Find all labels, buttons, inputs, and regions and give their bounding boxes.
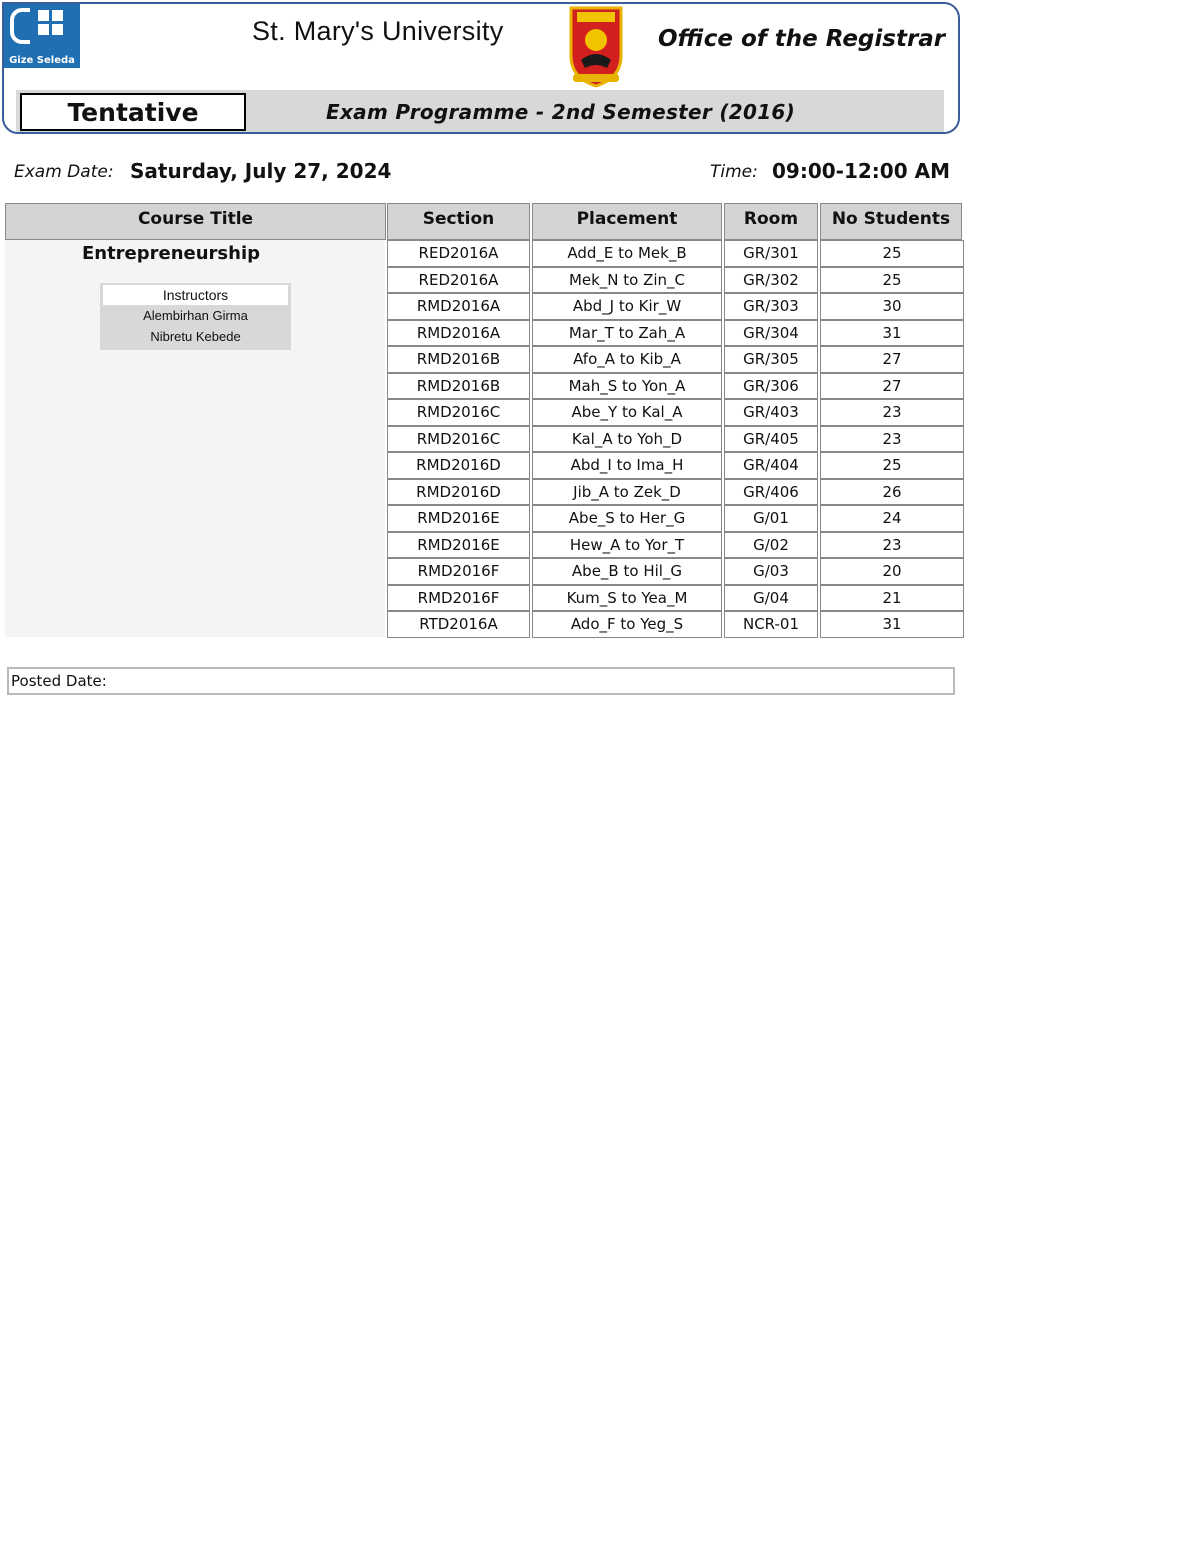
section-cell: RMD2016F <box>387 585 530 612</box>
logo-square-icon <box>52 10 63 21</box>
students-cell: 25 <box>820 267 964 294</box>
university-name: St. Mary's University <box>252 16 504 46</box>
placement-cell: Abd_J to Kir_W <box>532 293 722 320</box>
section-cell: RMD2016F <box>387 558 530 585</box>
students-cell: 31 <box>820 320 964 347</box>
room-cell: NCR-01 <box>724 611 818 638</box>
room-cell: GR/304 <box>724 320 818 347</box>
header-course-title: Course Title <box>5 203 386 240</box>
instructor-name: Alembirhan Girma <box>143 308 248 323</box>
students-cell: 20 <box>820 558 964 585</box>
placement-cell: Ado_F to Yeg_S <box>532 611 722 638</box>
students-cell: 21 <box>820 585 964 612</box>
exam-date-label: Exam Date: <box>14 162 114 182</box>
placement-cell: Jib_A to Zek_D <box>532 479 722 506</box>
status-box: Tentative <box>20 93 246 131</box>
students-cell: 24 <box>820 505 964 532</box>
placement-cell: Add_E to Mek_B <box>532 240 722 267</box>
logo-caption: Gize Seleda <box>9 55 75 66</box>
posted-date-field: Posted Date: <box>7 667 955 695</box>
placement-cell: Kal_A to Yoh_D <box>532 426 722 453</box>
table-row <box>387 479 964 506</box>
section-cell: RMD2016D <box>387 479 530 506</box>
room-cell: GR/403 <box>724 399 818 426</box>
room-cell: GR/303 <box>724 293 818 320</box>
placement-cell: Hew_A to Yor_T <box>532 532 722 559</box>
section-cell: RMD2016C <box>387 399 530 426</box>
room-cell: G/03 <box>724 558 818 585</box>
table-row <box>387 399 964 426</box>
university-crest-icon <box>567 4 625 90</box>
room-cell: G/02 <box>724 532 818 559</box>
table-row <box>387 532 964 559</box>
room-cell: GR/302 <box>724 267 818 294</box>
table-row <box>387 558 964 585</box>
placement-cell: Abe_S to Her_G <box>532 505 722 532</box>
header-no-students: No Students <box>820 203 962 240</box>
section-cell: RMD2016A <box>387 320 530 347</box>
placement-cell: Mah_S to Yon_A <box>532 373 722 400</box>
schedule-rows <box>387 240 964 638</box>
logo-curve-icon <box>10 8 30 44</box>
room-cell: G/04 <box>724 585 818 612</box>
table-row <box>387 452 964 479</box>
table-row <box>387 373 964 400</box>
placement-cell: Abd_I to Ima_H <box>532 452 722 479</box>
section-cell: RMD2016D <box>387 452 530 479</box>
students-cell: 23 <box>820 532 964 559</box>
table-row <box>387 267 964 294</box>
instructors-heading: Instructors <box>103 285 288 305</box>
header-section: Section <box>387 203 530 240</box>
table-row <box>387 611 964 638</box>
students-cell: 23 <box>820 399 964 426</box>
room-cell: GR/301 <box>724 240 818 267</box>
students-cell: 25 <box>820 240 964 267</box>
room-cell: G/01 <box>724 505 818 532</box>
table-row <box>387 585 964 612</box>
exam-date-value: Saturday, July 27, 2024 <box>130 159 392 183</box>
students-cell: 31 <box>820 611 964 638</box>
gize-seleda-logo <box>4 4 80 68</box>
section-cell: RMD2016E <box>387 505 530 532</box>
office-title: Office of the Registrar <box>658 26 946 52</box>
section-cell: RMD2016C <box>387 426 530 453</box>
course-title: Entrepreneurship <box>81 243 261 264</box>
placement-cell: Kum_S to Yea_M <box>532 585 722 612</box>
logo-square-icon <box>38 24 49 35</box>
students-cell: 27 <box>820 346 964 373</box>
section-cell: RMD2016A <box>387 293 530 320</box>
placement-cell: Mek_N to Zin_C <box>532 267 722 294</box>
instructor-name: Nibretu Kebede <box>150 329 241 344</box>
section-cell: RMD2016B <box>387 373 530 400</box>
table-row <box>387 240 964 267</box>
exam-time-label: Time: <box>710 162 758 182</box>
room-cell: GR/405 <box>724 426 818 453</box>
exam-time-value: 09:00-12:00 AM <box>772 159 950 183</box>
logo-square-icon <box>38 10 49 21</box>
placement-cell: Mar_T to Zah_A <box>532 320 722 347</box>
room-cell: GR/305 <box>724 346 818 373</box>
table-row <box>387 320 964 347</box>
section-cell: RMD2016E <box>387 532 530 559</box>
students-cell: 23 <box>820 426 964 453</box>
students-cell: 26 <box>820 479 964 506</box>
instructors-box <box>100 283 291 350</box>
header-room: Room <box>724 203 818 240</box>
section-cell: RTD2016A <box>387 611 530 638</box>
programme-title: Exam Programme - 2nd Semester (2016) <box>326 100 796 124</box>
section-cell: RED2016A <box>387 267 530 294</box>
room-cell: GR/306 <box>724 373 818 400</box>
table-row <box>387 426 964 453</box>
students-cell: 27 <box>820 373 964 400</box>
table-row <box>387 293 964 320</box>
placement-cell: Abe_Y to Kal_A <box>532 399 722 426</box>
room-cell: GR/404 <box>724 452 818 479</box>
room-cell: GR/406 <box>724 479 818 506</box>
header-placement: Placement <box>532 203 722 240</box>
logo-square-icon <box>52 24 63 35</box>
table-row <box>387 346 964 373</box>
placement-cell: Abe_B to Hil_G <box>532 558 722 585</box>
placement-cell: Afo_A to Kib_A <box>532 346 722 373</box>
table-row <box>387 505 964 532</box>
students-cell: 25 <box>820 452 964 479</box>
students-cell: 30 <box>820 293 964 320</box>
section-cell: RMD2016B <box>387 346 530 373</box>
section-cell: RED2016A <box>387 240 530 267</box>
